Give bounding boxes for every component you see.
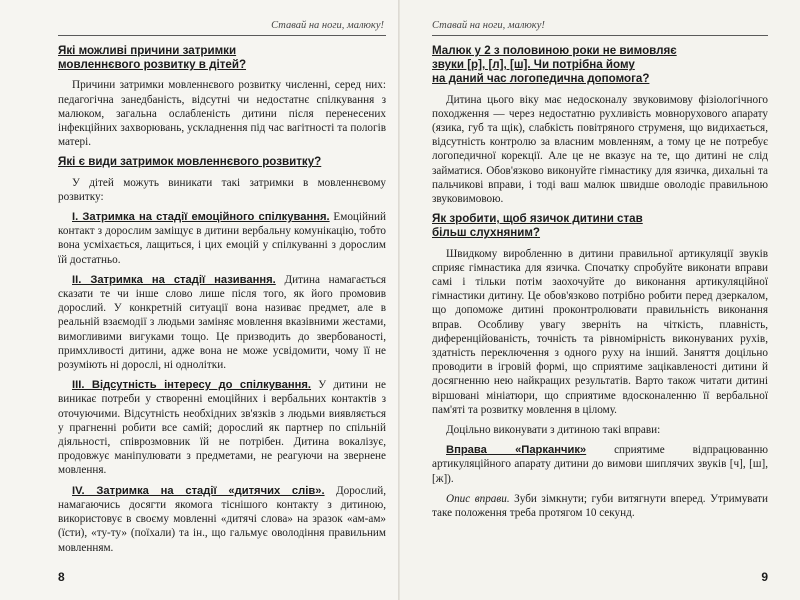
list-item (58, 273, 386, 372)
item-heading: ІІІ. Відсутність інтересу до спілкування. (72, 379, 312, 392)
paragraph: Швидкому виробленню в дитини правильної артикуляції звуків сприяє гімнастика для язичка. Спочатку спробуйте виконати вправи самі і тільки потім заохочуйте до виконання артикуляційної гімнастики дитину. Це обов'язково потрібно робити перед дзеркалом, що допоможе дитині проконтролювати правильність виконання вправ. Особливу увагу зверніть на чіткість, плавність, диференційованість, точність та рівномірність виконуваних рухів, здатність переключення з одного руху на інший. Заняття доцільно проводити в ігровій формі, що сприятиме зацікавленості дитини й досягненню нею найкращих результатів. Варто також читати дитині віршовані мініатюри, що сприятиме вдосконаленню її вербальної пам'яті та розвитку мовлення в цілому. (432, 247, 768, 416)
question-heading (58, 155, 386, 169)
question-line: Які можливі причини затримки (58, 44, 237, 57)
question-line: Як зробити, щоб язичок дитини став (432, 212, 643, 226)
question-line: Які є види затримок мовленнєвого розвитку? (58, 155, 322, 169)
exercise-paragraph (432, 443, 768, 486)
item-heading: І. Затримка на стадії емоційного спілкування. (72, 211, 330, 224)
paragraph: Причини затримки мовленнєвого розвитку численні, серед них: педагогічна занедбаність, відсутні чи недостатнє спілкування з малюком, загальна ослабленість дитини після перенесених інфекційних захворювань, ускладнення під час вагітності та пологів матері. (58, 79, 386, 149)
right-page (400, 0, 800, 600)
paragraph: Доцільно виконувати з дитиною такі вправи: (446, 424, 661, 437)
running-head: Ставай на ноги, малюку! (432, 20, 545, 31)
item-text: У дитини не виникає потреби у створенні емоційних і вербальних контактів з оточуючими. Відсутність необхідних зв'язків з людьми виявляється у прагненні робити все самій; дорослий як партнер по спільній діяльності, співрозмовник їй не потрібен. Дитина вокалізує, продовжує маніпулювати з предметами, не реагуючи на звернене мовлення. (58, 379, 387, 477)
question-heading (58, 44, 386, 72)
question-heading (432, 212, 768, 240)
exercise-description (432, 492, 768, 520)
list-item (58, 378, 386, 477)
item-heading: IV. Затримка на стадії «дитячих слів». (72, 484, 325, 497)
page-number: 9 (761, 570, 768, 584)
running-head: Ставай на ноги, малюку! (271, 20, 384, 31)
item-text: Дорослий, намагаючись досягти якомога тіснішого контакту з дитиною, використовує в своєму мовленні «дитячі слова» на зразок «ам-ам» (їсти), «ту-ту» (поїхали) та ін., що гальмує оволодіння правильним мовленням. (58, 484, 386, 554)
question-line: Малюк у 2 з половиною роки не вимовляє (432, 44, 677, 57)
item-text: Емоційний контакт з дорослим заміщує в дитини вербальну комунікацію, тобто вона усміхається, лащиться, і цих емоцій у спілкуванні з дорослим їй достатньо. (58, 211, 386, 266)
question-line: на даний час логопедична допомога? (432, 72, 650, 86)
right-content (432, 44, 768, 526)
description-text: Зуби зімкнути; губи витягнути вперед. Утримувати таке положення треба протягом 10 секунд. (432, 492, 768, 520)
item-text: Дитина намагається сказати те чи інше слово лише після того, як його промовив дорослий. У конкретній ситуації вона називає предмет, але в реальній взаємодії з людьми заміняє мовлення вказівними жестами, вимогливими вигуками тощо. Це призводить до звербованості, примхливості дитини, адже вона не може усвідомити, чому її не розуміють ні дорослі, ні однолітки. (58, 273, 386, 372)
question-line: мовленнєвого розвитку в дітей? (58, 58, 247, 72)
description-heading: Опис вправи. (446, 492, 510, 505)
list-item (58, 210, 386, 267)
list-item (58, 484, 386, 555)
header-rule (58, 35, 386, 36)
page-number: 8 (58, 570, 65, 584)
question-heading (432, 44, 768, 87)
paragraph: Дитина цього віку має недосконалу звуковимову фізіологічного походження — через недостатню рухливість мовнорухового апарату (язика, губ та щік), слабкість повітряного струменя, що видихається, відсутність контролю за власним мовленням, а тому це не потребує логопедичної корекції. Але це не вказує на те, що дитині не слід займатися. Обов'язково виконуйте гімнастику для язичка, дихальні та пальчикові вправи, і тоді ваш малюк швидше оволодіє правильною звуковимовою. (432, 93, 768, 206)
exercise-text: сприятиме відпрацюванню артикуляційного апарату дитини до вимови шиплячих звуків [ч], [ш], [ж]). (432, 444, 769, 485)
item-heading: ІІ. Затримка на стадії називання. (72, 273, 276, 286)
left-content (58, 44, 386, 561)
question-line: більш слухняним? (432, 226, 541, 240)
header-rule (432, 35, 768, 36)
exercise-heading: Вправа «Парканчик» (446, 444, 587, 457)
question-line: звуки [р], [л], [ш]. Чи потрібна йому (432, 58, 635, 72)
paragraph: У дітей можуть виникати такі затримки в мовленнєвому розвитку: (58, 176, 386, 203)
